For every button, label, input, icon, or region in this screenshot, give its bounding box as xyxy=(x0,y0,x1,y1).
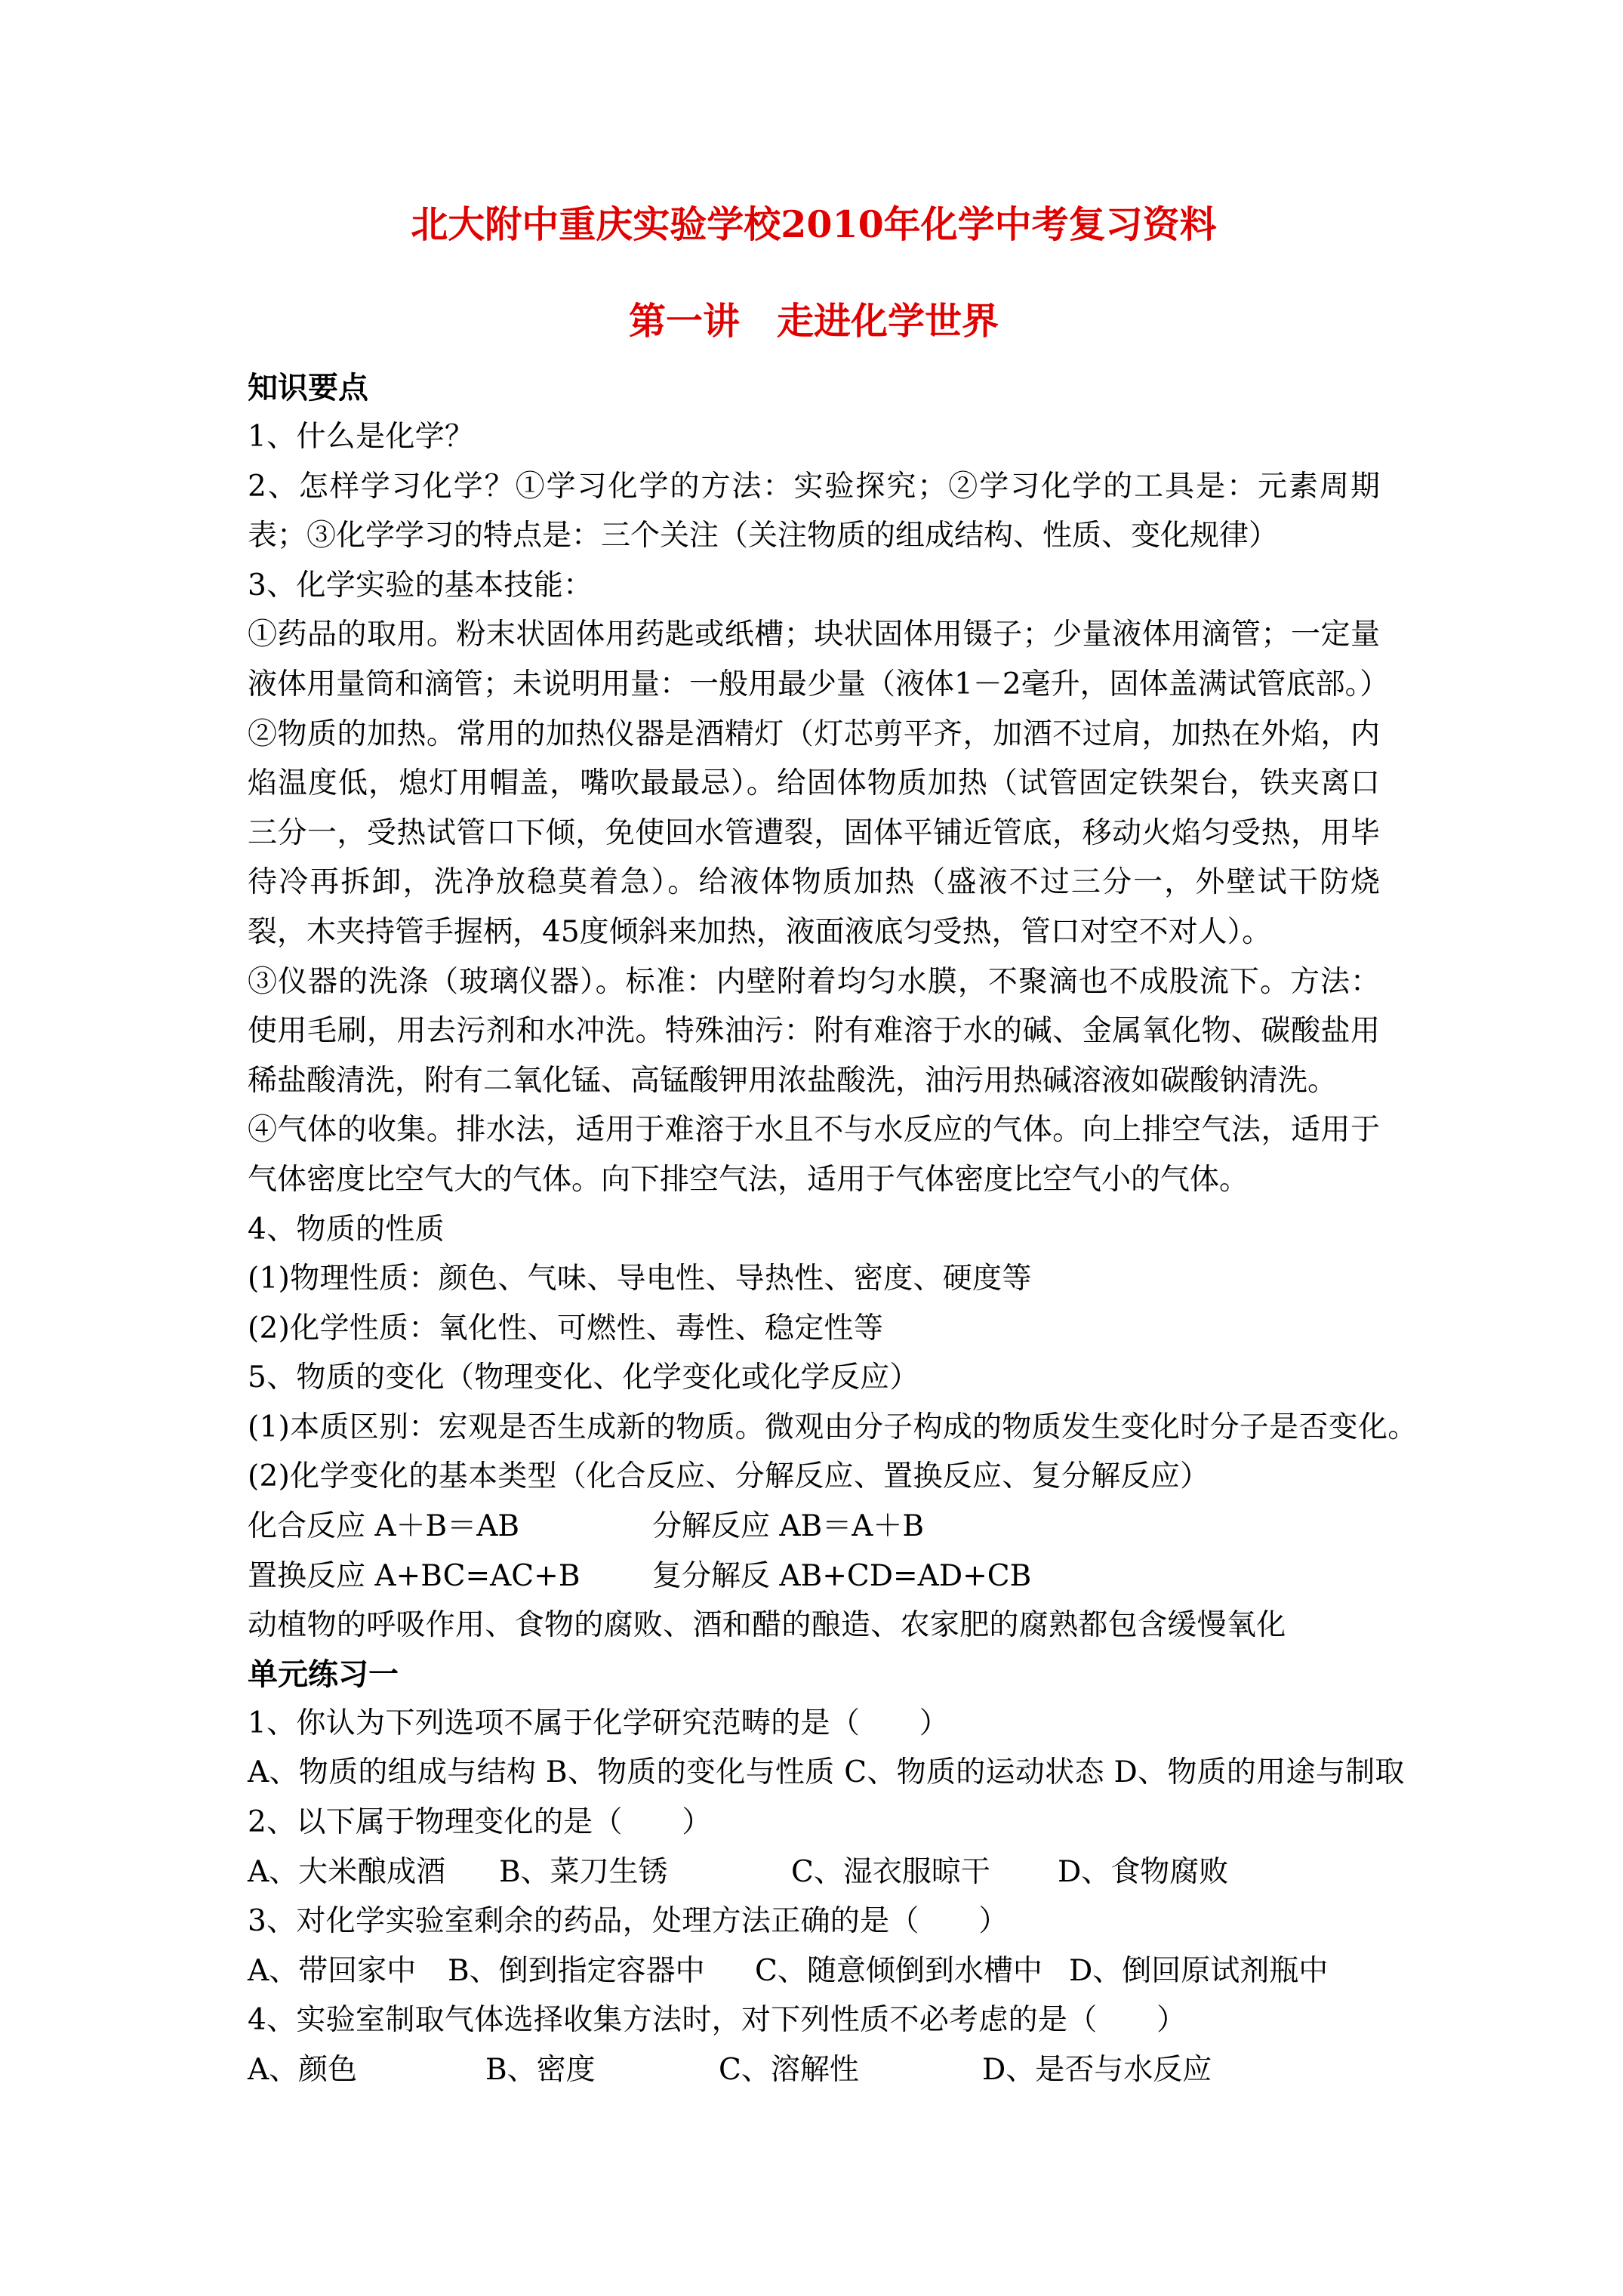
knowledge-item-5-3: 动植物的呼吸作用、食物的腐败、酒和醋的酿造、农家肥的腐熟都包含缓慢氧化 xyxy=(248,1608,1286,1643)
knowledge-heading: 知识要点 xyxy=(248,370,368,405)
option-d: D、倒回原试剂瓶中 xyxy=(1069,1953,1329,1988)
lecture-number: 第一讲 xyxy=(628,299,740,343)
question-2: 2、以下属于物理变化的是（ ） xyxy=(248,1805,712,1840)
option-d: D、是否与水反应 xyxy=(982,2053,1212,2087)
option-a: A、带回家中 xyxy=(248,1953,417,1988)
option-a: A、颜色 xyxy=(248,2053,358,2087)
option-c: C、湿衣服晾干 xyxy=(791,1854,990,1889)
question-1-options: A、物质的组成与结构 B、物质的变化与性质 C、物质的运动状态 D、物质的用途与制取 xyxy=(248,1755,1405,1790)
reaction-row-1 xyxy=(248,1502,1380,1552)
double-decomposition-reaction: 复分解反 AB+CD=AD+CB xyxy=(652,1558,1032,1593)
option-a: A、大米酿成酒 xyxy=(248,1854,446,1889)
option-d: D、食物腐败 xyxy=(1058,1854,1229,1889)
question-3-options xyxy=(248,1946,1380,1996)
lecture-topic: 走进化学世界 xyxy=(777,299,999,343)
option-b: B、倒到指定容器中 xyxy=(448,1953,705,1988)
option-c: C、溶解性 xyxy=(719,2053,859,2087)
decomposition-reaction: 分解反应 AB＝A＋B xyxy=(652,1509,925,1544)
question-4: 4、实验室制取气体选择收集方法时，对下列性质不必考虑的是（ ） xyxy=(248,2003,1187,2038)
combination-reaction: 化合反应 A＋B＝AB xyxy=(248,1509,520,1544)
knowledge-item-4-1: (1)物理性质：颜色、气味、导电性、导热性、密度、硬度等 xyxy=(248,1262,1032,1296)
document-body xyxy=(248,198,1418,2095)
knowledge-item-5-1: (1)本质区别：宏观是否生成新的物质。微观由分子构成的物质发生变化时分子是否变化。 xyxy=(248,1410,1418,1444)
option-c: C、随意倾倒到水槽中 xyxy=(755,1953,1042,1988)
question-2-options xyxy=(248,1848,1380,1897)
question-3: 3、对化学实验室剩余的药品，处理方法正确的是（ ） xyxy=(248,1904,1009,1939)
option-b: B、菜刀生锈 xyxy=(499,1854,668,1889)
exercise-heading: 单元练习一 xyxy=(248,1656,399,1692)
knowledge-item-5-2: (2)化学变化的基本类型（化合反应、分解反应、置换反应、复分解反应） xyxy=(248,1459,1210,1494)
displacement-reaction: 置换反应 A+BC=AC+B xyxy=(248,1558,581,1593)
knowledge-item-3-4: ④气体的收集。排水法，适用于难溶于水且不与水反应的气体。向上排空气法，适用于气体密度比空气大的气体。向下排空气法，适用于气体密度比空气小的气体。 xyxy=(248,1113,1380,1197)
document-title: 北大附中重庆实验学校2010年化学中考复习资料 xyxy=(411,202,1217,246)
knowledge-item-2: 2、怎样学习化学？①学习化学的方法：实验探究；②学习化学的工具是：元素周期表；③化学学习的特点是：三个关注（关注物质的组成结构、性质、变化规律） xyxy=(248,469,1380,553)
question-4-options xyxy=(248,2045,1380,2095)
knowledge-item-4: 4、物质的性质 xyxy=(248,1212,445,1247)
knowledge-item-3-3: ③仪器的洗涤（玻璃仪器）。标准：内壁附着均匀水膜，不聚滴也不成股流下。方法：使用毛刷，用去污剂和水冲洗。特殊油污：附有难溶于水的碱、金属氧化物、碳酸盐用稀盐酸清洗，附有二氧化锰、高锰酸钾用浓盐酸洗，油污用热碱溶液如碳酸钠清洗。 xyxy=(248,964,1380,1098)
lecture-title xyxy=(248,294,1380,364)
reaction-row-2 xyxy=(248,1552,1380,1601)
knowledge-item-3: 3、化学实验的基本技能： xyxy=(248,568,593,603)
knowledge-item-1: 1、什么是化学？ xyxy=(248,420,475,454)
knowledge-item-4-2: (2)化学性质：氧化性、可燃性、毒性、稳定性等 xyxy=(248,1311,884,1345)
question-1: 1、你认为下列选项不属于化学研究范畴的是（ ） xyxy=(248,1706,950,1740)
knowledge-item-3-2: ②物质的加热。常用的加热仪器是酒精灯（灯芯剪平齐，加酒不过肩，加热在外焰，内焰温度低，熄灯用帽盖，嘴吹最最忌）。给固体物质加热（试管固定铁架台，铁夹离口三分一，受热试管口下倾，免使回水管遭裂，固体平铺近管底，移动火焰匀受热，用毕待冷再拆卸，洗净放稳莫着急）。给液体物质加热（盛液不过三分一，外壁试干防烧裂，木夹持管手握柄，45度倾斜来加热，液面液底匀受热，管口对空不对人）。 xyxy=(248,717,1380,949)
knowledge-item-5: 5、物质的变化（物理变化、化学变化或化学反应） xyxy=(248,1361,919,1395)
knowledge-item-3-1: ①药品的取用。粉末状固体用药匙或纸槽；块状固体用镊子；少量液体用滴管；一定量液体用量筒和滴管；未说明用量：一般用最少量（液体1－2毫升，固体盖满试管底部。） xyxy=(248,618,1390,701)
option-b: B、密度 xyxy=(485,2053,596,2087)
